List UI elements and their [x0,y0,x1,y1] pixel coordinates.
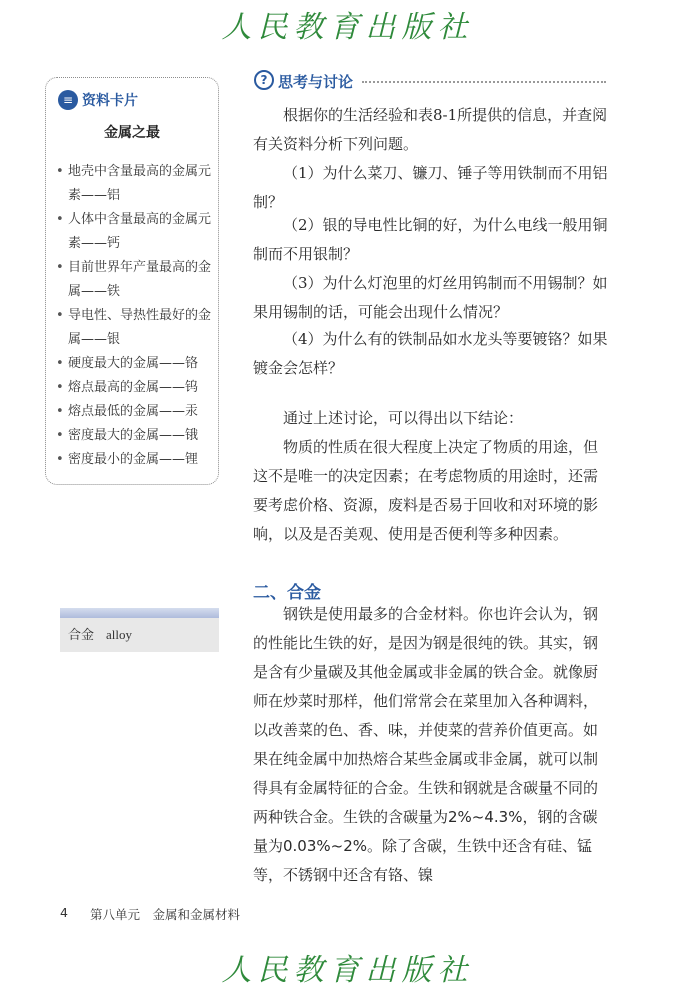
info-card-header [58,90,138,110]
question-4: （4）为什么有的铁制品如水龙头等要镀铬？如果镀金会怎样？ [253,330,608,377]
discussion-header [254,70,606,94]
info-card-list [56,160,216,472]
publisher-watermark-top: 人民教育出版社 [221,10,474,45]
bullet-icon: • [56,260,64,275]
bullet-icon: • [56,356,64,371]
page-number: 4 [60,905,68,920]
question-icon: ? [254,70,274,90]
list-item: • 熔点最高的金属——钨 [56,376,216,400]
bullet-icon: • [56,452,64,467]
list-item: • 人体中含量最高的金属元素——钙 [56,208,216,256]
bullet-icon: • [56,428,64,443]
list-item: • 目前世界年产量最高的金属——铁 [56,256,216,304]
question-3: （3）为什么灯泡里的灯丝用钨制而不用锡制？如果用锡制的话，可能会出现什么情况？ [253,274,608,321]
discussion-intro: 根据你的生活经验和表8-1所提供的信息，并查阅有关资料分析下列问题。 [253,106,608,153]
info-card [45,77,219,485]
document-icon: ≡ [58,90,78,110]
bullet-icon: • [56,308,64,323]
glossary-bar [60,608,219,618]
question-1: （1）为什么菜刀、镰刀、锤子等用铁制而不用铝制？ [253,164,608,211]
list-item: • 硬度最大的金属——铬 [56,352,216,376]
list-item: • 密度最大的金属——锇 [56,424,216,448]
list-item: • 熔点最低的金属——汞 [56,400,216,424]
conclusion-lead: 通过上述讨论，可以得出以下结论： [283,409,524,427]
publisher-watermark-bottom: 人民教育出版社 [221,953,474,988]
list-item: • 密度最小的金属——锂 [56,448,216,472]
question-2: （2）银的导电性比铜的好，为什么电线一般用铜制而不用银制？ [253,216,608,263]
list-item: • 地壳中含量最高的金属元素——铝 [56,160,216,208]
dotted-divider [362,81,606,83]
glossary-term-en: alloy [106,627,133,642]
glossary-entry [60,618,219,652]
bullet-icon: • [56,164,64,179]
footer-unit-title: 第八单元 金属和金属材料 [90,907,241,922]
bullet-icon: • [56,212,64,227]
bullet-icon: • [56,404,64,419]
section-heading-alloy: 二、合金 [253,583,321,603]
discussion-title: 思考与讨论 [278,73,354,91]
conclusion-text: 物质的性质在很大程度上决定了物质的用途，但这不是唯一的决定因素；在考虑物质的用途时，还需要考虑价格、资源，废料是否易于回收和对环境的影响，以及是否美观、使用是否便利等多种因素。 [253,438,599,543]
info-card-title: 金属之最 [104,125,160,141]
list-item: • 导电性、导热性最好的金属——银 [56,304,216,352]
bullet-icon: • [56,380,64,395]
glossary-term-zh: 合金 [68,628,95,643]
info-card-label: 资料卡片 [82,93,138,109]
alloy-paragraph: 钢铁是使用最多的合金材料。你也许会认为，钢的性能比生铁的好，是因为钢是很纯的铁。其实，钢是含有少量碳及其他金属或非金属的铁合金。就像厨师在炒菜时那样，他们常常会在菜里加入各种调料，以改善菜的色、香、味，并使菜的营养价值更高。如果在纯金属中加热熔合某些金属或非金属，就可以制得具有金属特征的合金。生铁和钢就是含碳量不同的两种铁合金。生铁的含碳量为2%~4.3%，钢的含碳量为0.03%~2%。除了含碳，生铁中还含有硅、锰等，不锈钢中还含有铬、镍 [253,605,599,884]
